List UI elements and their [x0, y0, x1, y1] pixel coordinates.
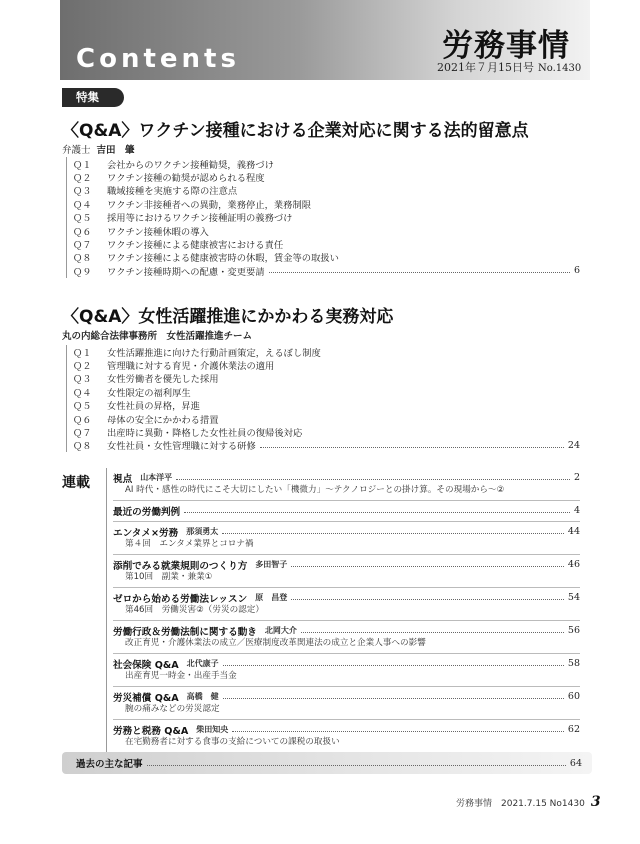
leader-dots — [147, 765, 566, 766]
serial-row — [113, 558, 580, 571]
contents-heading: Contents — [76, 44, 240, 74]
question-number: Ｑ７ — [73, 240, 92, 252]
question-item[interactable] — [73, 264, 580, 277]
question-number: Ｑ３ — [73, 374, 92, 386]
question-item[interactable] — [73, 372, 580, 385]
feature-badge: 特集 — [62, 88, 124, 107]
serial-subtitle: 出産育児一時金・出産手当金 — [125, 671, 237, 681]
question-item[interactable] — [73, 251, 580, 264]
leader-dots — [269, 272, 570, 273]
question-text: ワクチン接種時期への配慮・変更要請 — [107, 266, 265, 278]
serial-item[interactable] — [113, 654, 580, 687]
serial-title: エンタメ×労務 — [113, 527, 179, 539]
question-text: 管理職に対する育児・介護休業法の適用 — [107, 361, 275, 373]
leader-dots — [184, 512, 570, 513]
serial-page: 60 — [567, 691, 580, 702]
question-item[interactable] — [73, 184, 580, 197]
question-text: 会社からのワクチン接種勧奨，義務づけ — [107, 159, 274, 171]
serial-item[interactable] — [113, 720, 580, 752]
serial-author: 山本洋平 — [140, 473, 173, 482]
question-text: ワクチン接種の勧奨が認められる程度 — [107, 173, 265, 185]
page-reference: 24 — [567, 439, 580, 451]
serial-item[interactable] — [113, 522, 580, 555]
question-item[interactable] — [73, 345, 580, 358]
serial-row — [113, 657, 580, 670]
question-item[interactable] — [73, 197, 580, 210]
serial-title: 社会保険 Q&A — [113, 659, 179, 671]
question-number: Ｑ６ — [73, 226, 92, 238]
question-text: 採用等におけるワクチン接種証明の義務づけ — [107, 213, 293, 225]
serial-title: 最近の労働判例 — [113, 506, 181, 518]
question-item[interactable] — [73, 439, 580, 452]
question-number: Ｑ５ — [73, 213, 92, 225]
question-number: Ｑ８ — [73, 441, 92, 453]
question-text: 出産時に異動・降格した女性社員の復帰後対応 — [107, 428, 303, 440]
serial-page: 58 — [567, 658, 580, 669]
question-item[interactable] — [73, 157, 580, 170]
serial-title: 視点 — [113, 473, 133, 485]
serial-item[interactable] — [113, 687, 580, 720]
serial-author: 柴田知央 — [196, 725, 229, 734]
serial-row — [113, 591, 580, 604]
leader-dots — [301, 632, 564, 633]
question-text: ワクチン接種休暇の導入 — [107, 226, 209, 238]
question-item[interactable] — [73, 170, 580, 183]
leader-dots — [232, 731, 564, 732]
page-number: 3 — [590, 794, 601, 810]
question-number: Ｑ８ — [73, 253, 92, 265]
serial-subtitle: 改正育児・介護休業法の成立／医療制度改革関連法の成立と企業人事への影響 — [125, 638, 426, 648]
question-text: 女性社員の昇格，昇進 — [107, 401, 200, 413]
serial-item[interactable] — [113, 621, 580, 654]
serial-subtitle: 第46回 労働災害②（労災の認定） — [125, 605, 264, 615]
question-text: ワクチン非接種者への異動，業務停止，業務制限 — [107, 199, 312, 211]
page-footer — [456, 794, 601, 810]
serial-row — [113, 624, 580, 637]
question-number: Ｑ４ — [73, 199, 92, 211]
question-number: Ｑ２ — [73, 361, 92, 373]
leader-dots — [223, 698, 564, 699]
feature1-author-name: 吉田 肇 — [96, 145, 135, 156]
feature2-question-list — [66, 345, 580, 452]
question-number: Ｑ４ — [73, 387, 92, 399]
leader-dots — [291, 566, 564, 567]
serial-row — [113, 504, 580, 517]
question-number: Ｑ２ — [73, 173, 92, 185]
serial-item[interactable] — [113, 588, 580, 621]
serial-author: 多田智子 — [255, 560, 288, 569]
question-number: Ｑ１ — [73, 347, 92, 359]
past-articles-page: 64 — [569, 757, 582, 769]
serial-subtitle: 第10回 副業・兼業① — [125, 572, 213, 582]
question-item[interactable] — [73, 399, 580, 412]
question-number: Ｑ５ — [73, 401, 92, 413]
serial-author: 北岡大介 — [264, 626, 297, 635]
question-text: 女性社員・女性管理職に対する研修 — [107, 441, 256, 453]
question-text: ワクチン接種による健康被害時の休暇，賃金等の取扱い — [107, 253, 339, 265]
feature1-author-role: 弁護士 — [62, 145, 91, 156]
footer-text: 労務事情 2021.7.15 No1430 — [456, 799, 585, 809]
question-text: 女性活躍推進に向けた行動計画策定，えるぼし制度 — [107, 347, 321, 359]
question-text: 職域接種を実施する際の注意点 — [107, 186, 238, 198]
serial-author: 北代康子 — [186, 659, 219, 668]
serial-page: 54 — [567, 592, 580, 603]
serial-subtitle: 在宅勤務者に対する食事の支給についての課税の取扱い — [125, 737, 340, 747]
serial-title: ゼロから始める労働法レッスン — [113, 593, 248, 605]
question-number: Ｑ６ — [73, 414, 92, 426]
serial-item[interactable] — [113, 555, 580, 588]
serial-title: 労災補償 Q&A — [113, 692, 179, 704]
serial-subtitle: AI 時代・感性の時代にこそ大切にしたい「機微力」～テクノロジーとの掛け算。その現場から～② — [125, 485, 505, 495]
feature1-author — [62, 142, 135, 156]
magazine-title: 労務事情 — [442, 28, 570, 64]
serial-label: 連載 — [62, 475, 90, 491]
serial-author: 高橋 健 — [186, 692, 219, 701]
serial-title: 労働行政＆労働法制に関する動き — [113, 626, 257, 638]
leader-dots — [291, 599, 564, 600]
serial-row — [113, 723, 580, 736]
question-item[interactable] — [73, 425, 580, 438]
serial-row — [113, 471, 580, 484]
serial-title: 添削でみる就業規則のつくり方 — [113, 560, 248, 572]
feature1-title[interactable]: 〈Q&A〉ワクチン接種における企業対応に関する法的留意点 — [62, 121, 529, 141]
serial-subtitle: 第４回 エンタメ業界とコロナ禍 — [125, 539, 254, 549]
serial-author: 那須勇太 — [186, 527, 219, 536]
page-reference: 6 — [573, 265, 580, 277]
feature2-author: 丸の内総合法律事務所 女性活躍推進チーム — [62, 331, 253, 342]
past-articles-bar[interactable] — [62, 752, 592, 774]
serial-title: 労務と税務 Q&A — [113, 725, 189, 737]
leader-dots — [176, 479, 570, 480]
question-text: 母体の安全にかかわる措置 — [107, 414, 219, 426]
serial-page: 62 — [567, 724, 580, 735]
serial-page: 46 — [567, 559, 580, 570]
question-number: Ｑ３ — [73, 186, 92, 198]
question-number: Ｑ９ — [73, 266, 92, 278]
feature2-title[interactable]: 〈Q&A〉女性活躍推進にかかわる実務対応 — [62, 307, 394, 327]
question-text: 女性限定の福利厚生 — [107, 387, 191, 399]
serial-list — [106, 468, 580, 752]
serial-item[interactable] — [113, 468, 580, 501]
serial-page: 44 — [567, 526, 580, 537]
leader-dots — [260, 447, 564, 448]
question-item[interactable] — [73, 211, 580, 224]
serial-row — [113, 690, 580, 703]
issue-date: 2021年７月15日号 — [437, 61, 534, 74]
question-item[interactable] — [73, 358, 580, 371]
question-number: Ｑ１ — [73, 159, 92, 171]
serial-item[interactable] — [113, 501, 580, 522]
question-item[interactable] — [73, 224, 580, 237]
question-text: ワクチン接種による健康被害における責任 — [107, 240, 284, 252]
past-articles-label: 過去の主な記事 — [76, 759, 143, 770]
serial-subtitle: 腕の痛みなどの労災認定 — [125, 704, 220, 714]
question-item[interactable] — [73, 237, 580, 250]
serial-author: 原 昌登 — [255, 593, 288, 602]
feature1-question-list — [66, 157, 580, 278]
leader-dots — [223, 665, 564, 666]
issue-number: No.1430 — [538, 63, 582, 74]
serial-page: 4 — [573, 505, 580, 516]
question-item[interactable] — [73, 412, 580, 425]
question-text: 女性労働者を優先した採用 — [107, 374, 219, 386]
serial-page: 2 — [573, 472, 580, 483]
question-number: Ｑ７ — [73, 428, 92, 440]
question-item[interactable] — [73, 385, 580, 398]
serial-page: 56 — [567, 625, 580, 636]
serial-row — [113, 525, 580, 538]
issue-info — [437, 59, 581, 75]
leader-dots — [222, 533, 564, 534]
